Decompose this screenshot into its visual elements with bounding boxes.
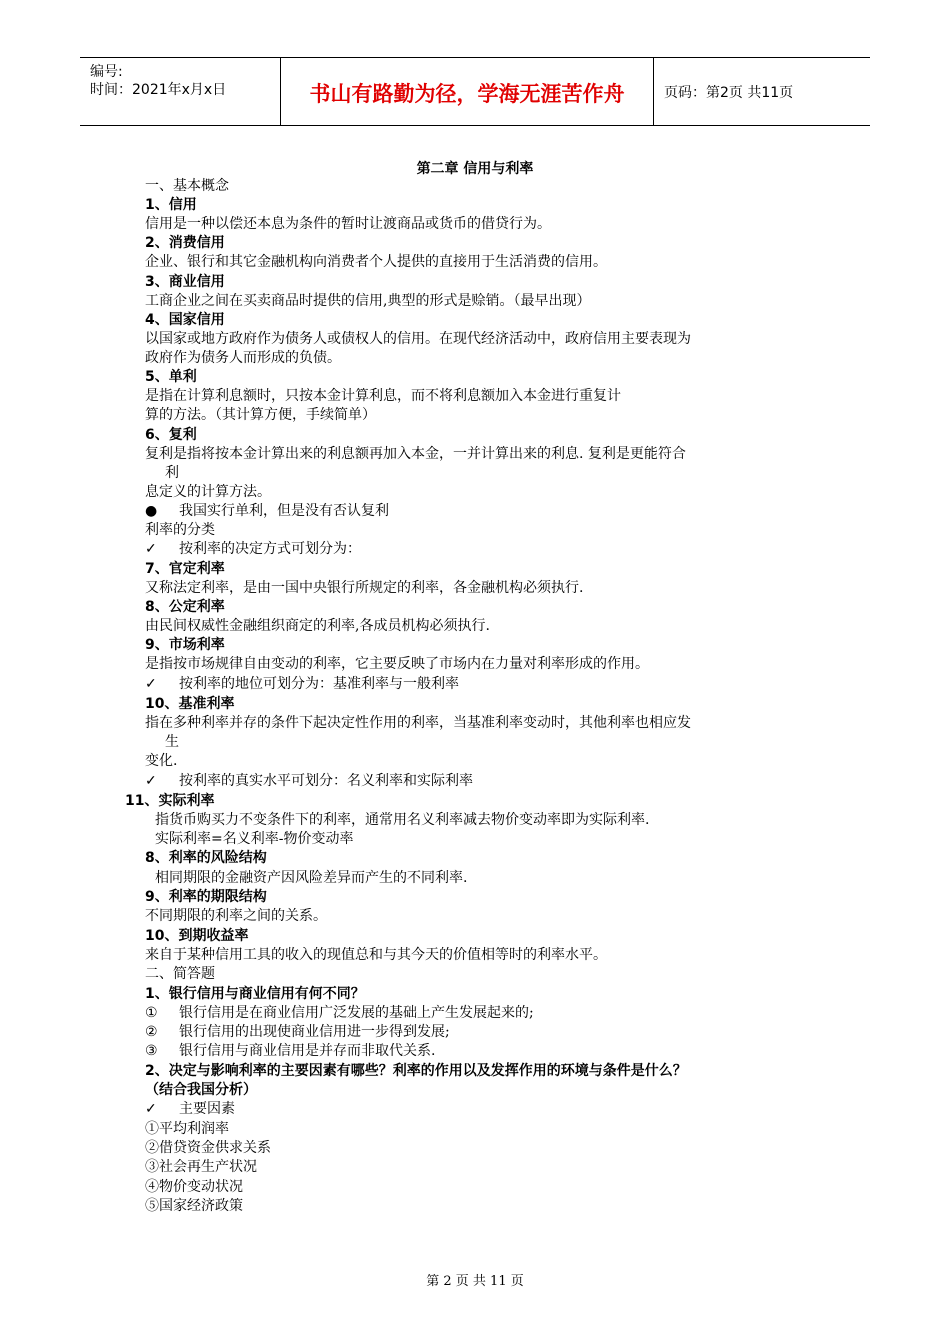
numbered-item	[145, 1042, 435, 1061]
paragraph-line: 企业、银行和其它金融机构向消费者个人提供的直接用于生活消费的信用。	[145, 254, 607, 270]
list-item: ①平均利润率	[145, 1121, 229, 1137]
circled-three-icon: ③	[145, 1043, 158, 1059]
term-heading: 6、复利	[145, 427, 197, 443]
item-text: 银行信用是在商业信用广泛发展的基础上产生发展起来的;	[179, 1005, 534, 1021]
bullet-item	[145, 502, 389, 521]
term-heading: 4、国家信用	[145, 312, 225, 328]
list-item: ④物价变动状况	[145, 1179, 243, 1195]
page-header	[80, 57, 870, 126]
paragraph-line: 变化.	[145, 753, 178, 769]
check-item	[145, 1100, 235, 1119]
paragraph-line: 算的方法。（其计算方便，手续简单）	[145, 407, 376, 423]
header-right-cell	[654, 58, 870, 125]
header-left-cell	[80, 58, 281, 125]
number-label: 编号:	[90, 64, 123, 80]
item-text: 银行信用与商业信用是并存而非取代关系.	[179, 1043, 436, 1059]
paragraph-line: 利	[165, 465, 179, 481]
paragraph-line: 由民间权威性金融组织商定的利率,各成员机构必须执行.	[145, 618, 490, 634]
term-heading: 10、到期收益率	[145, 928, 249, 944]
checkmark-icon: ✓	[145, 773, 157, 789]
section-heading: 一、基本概念	[145, 178, 229, 194]
chapter-title: 第二章 信用与利率	[416, 161, 534, 177]
term-heading: 7、官定利率	[145, 561, 225, 577]
time-label: 时间：2021年x月x日	[90, 82, 227, 98]
paragraph-line: 生	[165, 734, 179, 750]
paragraph-line: 指在多种利率并存的条件下起决定性作用的利率，当基准利率变动时，其他利率也相应发	[145, 715, 691, 731]
section-heading: 二、简答题	[145, 966, 215, 982]
numbered-item	[145, 1023, 450, 1042]
paragraph-line: 信用是一种以偿还本息为条件的暂时让渡商品或货币的借贷行为。	[145, 216, 551, 232]
page-footer: 第 2 页 共 11 页	[426, 1274, 524, 1289]
term-heading: 9、市场利率	[145, 637, 225, 653]
checkmark-icon: ✓	[145, 676, 157, 692]
check-item	[145, 772, 473, 791]
list-item: ②借贷资金供求关系	[145, 1140, 271, 1156]
term-heading: 5、单利	[145, 369, 197, 385]
bullet-text: 我国实行单利，但是没有否认复利	[179, 503, 389, 519]
paragraph-line: 不同期限的利率之间的关系。	[145, 908, 327, 924]
paragraph-line: 以国家或地方政府作为债务人或债权人的信用。在现代经济活动中，政府信用主要表现为	[145, 331, 691, 347]
question-heading: 1、银行信用与商业信用有何不同？	[145, 986, 365, 1002]
paragraph-line: 指货币购买力不变条件下的利率，通常用名义利率减去物价变动率即为实际利率.	[155, 812, 650, 828]
circled-one-icon: ①	[145, 1005, 158, 1021]
term-heading: 8、公定利率	[145, 599, 225, 615]
check-item	[145, 540, 361, 559]
checkmark-icon: ✓	[145, 541, 157, 557]
term-heading: 10、基准利率	[145, 696, 235, 712]
paragraph-line: 是指按市场规律自由变动的利率，它主要反映了市场内在力量对利率形成的作用。	[145, 656, 649, 672]
page-reference: 页码：第2页 共11页	[664, 85, 794, 101]
checkmark-icon: ✓	[145, 1101, 157, 1117]
paragraph-line: 相同期限的金融资产因风险差异而产生的不同利率.	[155, 870, 468, 886]
term-heading: 8、利率的风险结构	[145, 850, 267, 866]
numbered-item	[145, 1004, 534, 1023]
term-heading: 9、利率的期限结构	[145, 889, 267, 905]
list-item: ⑤国家经济政策	[145, 1198, 243, 1214]
paragraph-line: 来自于某种信用工具的收入的现值总和与其今天的价值相等时的利率水平。	[145, 947, 607, 963]
paragraph-line: 复利是指将按本金计算出来的利息额再加入本金，一并计算出来的利息. 复利是更能符合	[145, 446, 686, 462]
paragraph-line: 政府作为债务人而形成的负债。	[145, 350, 341, 366]
subsection-label: 利率的分类	[145, 522, 215, 538]
question-heading: 2、决定与影响利率的主要因素有哪些？利率的作用以及发挥作用的环境与条件是什么？	[145, 1063, 687, 1079]
term-heading: 2、消费信用	[145, 235, 225, 251]
term-heading: 1、信用	[145, 197, 197, 213]
term-heading: 3、商业信用	[145, 274, 225, 290]
formula-line: 实际利率=名义利率-物价变动率	[155, 831, 354, 847]
check-text: 按利率的决定方式可划分为：	[179, 541, 361, 557]
check-item	[145, 675, 459, 694]
motto: 书山有路勤为径，学海无涯苦作舟	[309, 82, 625, 106]
paragraph-line: 又称法定利率，是由一国中央银行所规定的利率，各金融机构必须执行.	[145, 580, 584, 596]
check-text: 按利率的真实水平可划分：名义利率和实际利率	[179, 773, 473, 789]
item-text: 银行信用的出现使商业信用进一步得到发展;	[179, 1024, 450, 1040]
bullet-icon: ●	[145, 503, 158, 519]
list-item: ③社会再生产状况	[145, 1159, 257, 1175]
check-text: 按利率的地位可划分为：基准利率与一般利率	[179, 676, 459, 692]
paragraph-line: 是指在计算利息额时，只按本金计算利息，而不将利息额加入本金进行重复计	[145, 388, 621, 404]
check-text: 主要因素	[179, 1101, 235, 1117]
question-heading: （结合我国分析）	[145, 1082, 257, 1098]
paragraph-line: 息定义的计算方法。	[145, 484, 271, 500]
paragraph-line: 工商企业之间在买卖商品时提供的信用,典型的形式是赊销。（最早出现）	[145, 293, 591, 309]
header-center-cell	[281, 58, 654, 125]
term-heading: 11、实际利率	[125, 793, 215, 809]
circled-two-icon: ②	[145, 1024, 158, 1040]
